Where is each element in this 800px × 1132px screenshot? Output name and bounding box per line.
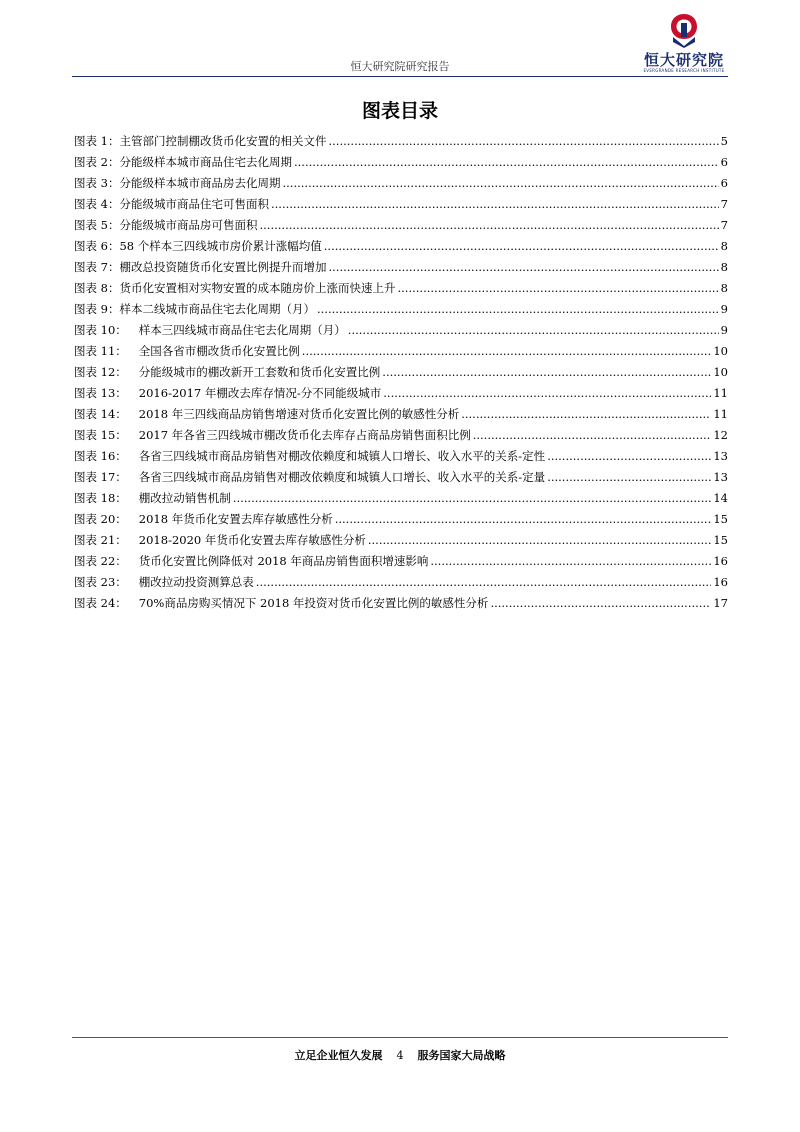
toc-entry-title: 棚改拉动投资测算总表: [138, 575, 254, 589]
toc-leader-dots: [382, 362, 711, 383]
toc-entry-label: 图表 1：: [74, 134, 120, 148]
toc-entry-title: 2017 年各省三四线城市棚改货币化去库存占商品房销售面积比例: [138, 428, 471, 442]
toc-entry-title: 各省三四线城市商品房销售对棚改依赖度和城镇人口增长、收入水平的关系-定性: [138, 449, 546, 463]
toc-entry-title: 2016-2017 年棚改去库存情况-分不同能级城市: [138, 386, 382, 400]
toc-entry-page: 16: [713, 554, 728, 568]
toc-entry-page: 13: [713, 470, 728, 484]
toc-entry-label: 图表 21：: [74, 533, 127, 547]
toc-entry-page: 16: [713, 575, 728, 589]
toc-entry-label: 图表 24：: [74, 596, 127, 610]
toc-entry[interactable]: [74, 299, 728, 320]
toc-entry[interactable]: [74, 131, 728, 152]
toc-entry-title: 各省三四线城市商品房销售对棚改依赖度和城镇人口增长、收入水平的关系-定量: [138, 470, 546, 484]
toc-entry-page: 13: [713, 449, 728, 463]
toc-leader-dots: [383, 383, 711, 404]
footer-divider: [72, 1037, 728, 1038]
toc-entry-title: 分能级城市商品房可售面积: [119, 218, 258, 232]
toc-leader-dots: [430, 551, 711, 572]
toc-leader-dots: [335, 509, 712, 530]
toc-entry-label: 图表 8：: [74, 281, 120, 295]
toc-entry-page: 8: [720, 260, 728, 274]
toc-entry-title: 货币化安置比例降低对 2018 年商品房销售面积增速影响: [138, 554, 429, 568]
institute-logo: [636, 12, 732, 74]
toc-leader-dots: [547, 446, 711, 467]
toc-entry-label: 图表 7：: [74, 260, 120, 274]
toc-entry-title: 棚改拉动销售机制: [138, 491, 231, 505]
toc-entry[interactable]: [74, 320, 728, 341]
toc-entry[interactable]: [74, 572, 728, 593]
toc-leader-dots: [328, 131, 718, 152]
toc-entry-page: 12: [713, 428, 728, 442]
toc-entry-title: 58 个样本三四线城市房价累计涨幅均值: [119, 239, 322, 253]
page-number: 4: [396, 1049, 404, 1062]
toc-entry[interactable]: [74, 362, 728, 383]
toc-entry[interactable]: [74, 152, 728, 173]
toc-entry-label: 图表 23：: [74, 575, 127, 589]
toc-entry[interactable]: [74, 488, 728, 509]
toc-entry-page: 6: [720, 155, 728, 169]
toc-entry-label: 图表 11：: [74, 344, 127, 358]
logo-mark-icon: [669, 12, 699, 48]
toc-entry-page: 15: [713, 512, 728, 526]
toc-entry-label: 图表 2：: [74, 155, 120, 169]
toc-entry-page: 8: [720, 281, 728, 295]
header-divider: [72, 76, 728, 77]
toc-leader-dots: [473, 425, 712, 446]
footer-right-slogan: 服务国家大局战略: [417, 1049, 506, 1062]
toc-list: [74, 131, 728, 614]
toc-entry-page: 11: [713, 386, 728, 400]
toc-entry-label: 图表 18：: [74, 491, 127, 505]
toc-entry-page: 7: [720, 218, 728, 232]
toc-entry-label: 图表 13：: [74, 386, 127, 400]
toc-entry-page: 9: [720, 323, 728, 337]
toc-entry-label: 图表 22：: [74, 554, 127, 568]
toc-entry-page: 17: [713, 596, 728, 610]
toc-entry-page: 14: [713, 491, 728, 505]
toc-leader-dots: [547, 467, 711, 488]
header-title: 恒大研究院研究报告: [350, 60, 450, 73]
toc-entry-title: 分能级样本城市商品住宅去化周期: [119, 155, 292, 169]
toc-title: 图表目录: [361, 100, 438, 122]
toc-leader-dots: [348, 320, 719, 341]
toc-entry-page: 11: [713, 407, 728, 421]
toc-entry-title: 2018 年货币化安置去库存敏感性分析: [138, 512, 333, 526]
toc-entry[interactable]: [74, 173, 728, 194]
toc-entry[interactable]: [74, 278, 728, 299]
toc-entry[interactable]: [74, 341, 728, 362]
toc-entry[interactable]: [74, 404, 728, 425]
toc-leader-dots: [271, 194, 719, 215]
toc-entry[interactable]: [74, 593, 728, 614]
toc-entry-label: 图表 10：: [74, 323, 127, 337]
toc-entry-title: 全国各省市棚改货币化安置比例: [138, 344, 300, 358]
toc-entry-label: 图表 16：: [74, 449, 127, 463]
toc-entry-page: 7: [720, 197, 728, 211]
toc-entry-label: 图表 15：: [74, 428, 127, 442]
toc-entry-page: 10: [713, 365, 728, 379]
toc-leader-dots: [317, 299, 719, 320]
toc-entry-page: 5: [720, 134, 728, 148]
toc-entry-label: 图表 6：: [74, 239, 120, 253]
toc-entry-label: 图表 5：: [74, 218, 120, 232]
toc-entry[interactable]: [74, 257, 728, 278]
toc-entry-title: 70%商品房购买情况下 2018 年投资对货币化安置比例的敏感性分析: [138, 596, 489, 610]
toc-entry[interactable]: [74, 383, 728, 404]
footer-left-slogan: 立足企业恒久发展: [294, 1049, 383, 1062]
toc-entry[interactable]: [74, 236, 728, 257]
toc-entry-label: 图表 17：: [74, 470, 127, 484]
toc-entry[interactable]: [74, 530, 728, 551]
toc-entry-title: 2018-2020 年货币化安置去库存敏感性分析: [138, 533, 366, 547]
toc-entry[interactable]: [74, 194, 728, 215]
toc-entry-title: 样本二线城市商品住宅去化周期（月）: [119, 302, 315, 316]
toc-entry-title: 分能级样本城市商品房去化周期: [119, 176, 281, 190]
toc-entry[interactable]: [74, 551, 728, 572]
toc-leader-dots: [490, 593, 711, 614]
logo-subtext: EVERGRANDE RESEARCH INSTITUTE: [643, 68, 725, 73]
toc-leader-dots: [282, 173, 718, 194]
toc-entry[interactable]: [74, 509, 728, 530]
toc-entry-title: 主管部门控制棚改货币化安置的相关文件: [119, 134, 327, 148]
toc-entry-label: 图表 4：: [74, 197, 120, 211]
toc-entry[interactable]: [74, 467, 728, 488]
toc-leader-dots: [294, 152, 719, 173]
toc-entry-label: 图表 14：: [74, 407, 127, 421]
toc-leader-dots: [259, 215, 718, 236]
toc-entry-page: 9: [720, 302, 728, 316]
toc-leader-dots: [368, 530, 711, 551]
toc-entry-title: 货币化安置相对实物安置的成本随房价上涨而快速上升: [119, 281, 396, 295]
toc-entry-page: 8: [720, 239, 728, 253]
logo-text: 恒大研究院: [643, 51, 724, 69]
toc-entry-page: 6: [720, 176, 728, 190]
toc-leader-dots: [256, 572, 712, 593]
toc-entry-title: 分能级城市的棚改新开工套数和货币化安置比例: [138, 365, 381, 379]
toc-leader-dots: [397, 278, 718, 299]
toc-entry-label: 图表 9：: [74, 302, 120, 316]
toc-leader-dots: [233, 488, 712, 509]
toc-leader-dots: [324, 236, 719, 257]
toc-leader-dots: [302, 341, 712, 362]
toc-entry[interactable]: [74, 446, 728, 467]
toc-entry-title: 2018 年三四线商品房销售增速对货币化安置比例的敏感性分析: [138, 407, 460, 421]
toc-entry-label: 图表 20：: [74, 512, 127, 526]
toc-entry-label: 图表 12：: [74, 365, 127, 379]
toc-leader-dots: [328, 257, 718, 278]
toc-entry-title: 棚改总投资随货币化安置比例提升而增加: [119, 260, 327, 274]
toc-entry-title: 分能级城市商品住宅可售面积: [119, 197, 269, 211]
toc-entry[interactable]: [74, 215, 728, 236]
toc-entry-title: 样本三四线城市商品住宅去化周期（月）: [138, 323, 346, 337]
toc-entry-label: 图表 3：: [74, 176, 120, 190]
toc-entry-page: 10: [713, 344, 728, 358]
toc-entry-page: 15: [713, 533, 728, 547]
toc-leader-dots: [461, 404, 711, 425]
toc-entry[interactable]: [74, 425, 728, 446]
page-footer: [0, 1047, 800, 1063]
